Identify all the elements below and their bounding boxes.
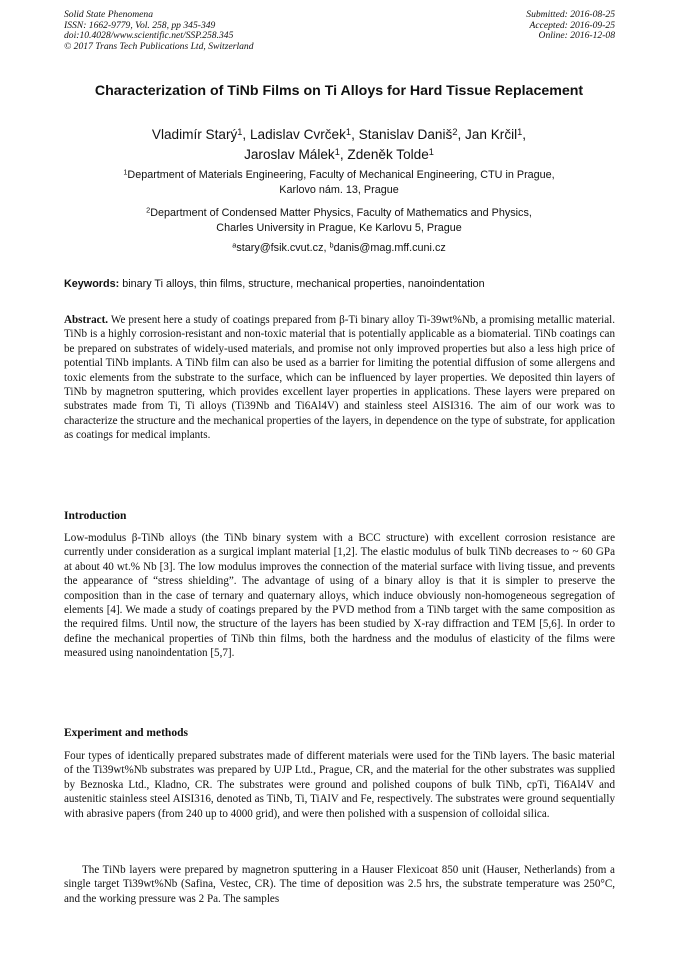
author: Jaroslav Málek$^1$, [244,146,348,162]
journal-info [64,10,254,52]
keywords [64,277,616,291]
journal-issn: ISSN: 1662-9779, Vol. 258, pp 345-349 [64,19,216,31]
journal-copyright: © 2017 Trans Tech Publications Ltd, Switzerland [64,40,254,52]
experiment-paragraph-2: The TiNb layers were prepared by magnetron sputtering in a Hauser Flexicoat 850 unit (Hauser, Netherlands) from a single target Ti39wt%Nb (Safina, Vestec, CR). The time of deposition was 2.5 hrs, the substrate temperature was 250°C, and the working pressure was 2 Pa. The samples [64,864,615,905]
abstract-label: Abstract. [64,314,109,326]
introduction-paragraph: Low-modulus β-TiNb alloys (the TiNb binary system with a BCC structure) with excellent corrosion resistance are currently under consideration as a surgical implant material [1,2]. The elastic modulus of bulk TiNb decreases to ~ 60 GPa at about 40 wt.% Nb [3]. The low modulus improves the connection of the material surface with living tissue, and prevents the appearance of “stress shielding”. The advantage of using of a binary alloy is that it is simpler to preserve the composition than in the case of ternary and quaternary alloys, which induce obviously non-homogeneous segregation of elements [4]. We made a study of coatings prepared by the PVD method from a TiNb target with the same composition as the required films. Until now, the structure of the layers has been studied by X-ray diffraction and TEM [5,6]. In order to define the mechanical properties of TiNb thin films, both the hardness and the modulus of elasticity of the films were measured using nanoindentation [5,7]. [64,532,615,660]
abstract [64,313,615,443]
online-date: Online: 2016-12-08 [538,30,615,42]
author: Jan Krčil$^1$, [465,126,527,142]
author: Ladislav Cvrček$^1$, [249,126,359,142]
paper-title: Characterization of TiNb Films on Ti Alloys for Hard Tissue Replacement [94,83,584,99]
submitted-date: Submitted: 2016-08-25 [526,9,615,20]
submission-dates [526,10,615,42]
author-list [64,125,614,165]
email-link[interactable]: stary@fsik.cvut.cz, [236,242,330,254]
experiment-paragraph-1: Four types of identically prepared substrates made of different materials were used for the TiNb layers. The basic material of the Ti39wt%Nb substrates was prepared by UJP Ltd., Prague, CR, and the material for the other substrates was supplied by Beznoska Ltd., Kladno, CR. The substrates were ground and polished coupons of bulk TiNb, cpTi, Ti6Al4V and austenitic stainless steel AISI316, denoted as TiNb, Ti, TiAlV and Fe, respectively. The substrates were ground sequentially with abrasive papers (from 240 up to 4000 grid), and were then polished with a suspension of colloidal silica. [64,750,615,820]
author: Vladimír Starý$^1$, [151,126,250,142]
keywords-label: Keywords: [64,278,120,290]
email-link[interactable]: danis@mag.mff.cuni.cz [333,242,446,254]
section-heading-introduction: Introduction [64,510,127,522]
keywords-text: binary Ti alloys, thin films, structure, mechanical properties, nanoindentation [119,278,485,290]
author: Stanislav Daniš$^2$, [358,126,466,142]
author: Zdeněk Tolde$^1$ [347,146,434,162]
section-heading-experiment: Experiment and methods [64,727,188,739]
accepted-date: Accepted: 2016-09-25 [529,19,615,31]
abstract-text: We present here a study of coatings prepared from β-Ti binary alloy Ti-39wt%Nb, a promising metallic material. TiNb is a highly corrosion-resistant and non-toxic material that is potentially applicable as a biomaterial. TiNb coatings can be prepared on substrates of widely-used materials, and promise not only improved properties but also a less high price of potential TiNb implants. A TiNb film can also be used as a barrier for limiting the potential diffusion of some allergens and toxic elements from the substrate to the surface, which can be influenced by layer properties. We deposited thin layers of TiNb by magnetron sputtering, which provides excellent layer properties in applications. These layers were prepared on substrates made from Ti, Ti alloys (Ti39Nb and Ti6Al4V) and stainless steel AISI316. The aim of our work was to characterize the structure and the mechanical properties of the layers, in dependence on the type of substrate, for application as coatings for medical implants. [64,314,615,442]
journal-name: Solid State Phenomena [64,9,153,20]
author-emails: $^a$stary@fsik.cvut.cz, $^b$danis@mag.mff.cuni.cz [232,240,446,254]
affiliation-1: $^1$Department of Materials Engineering, Faculty of Mechanical Engineering, CTU in Prague, Karlovo nám. 13, Prague [123,167,555,196]
journal-doi: doi:10.4028/www.scientific.net/SSP.258.345 [64,30,234,42]
affiliation-2: $^2$Department of Condensed Matter Physics, Faculty of Mathematics and Physics, Charles University in Prague, Ke Karlovu 5, Prague [146,205,532,234]
